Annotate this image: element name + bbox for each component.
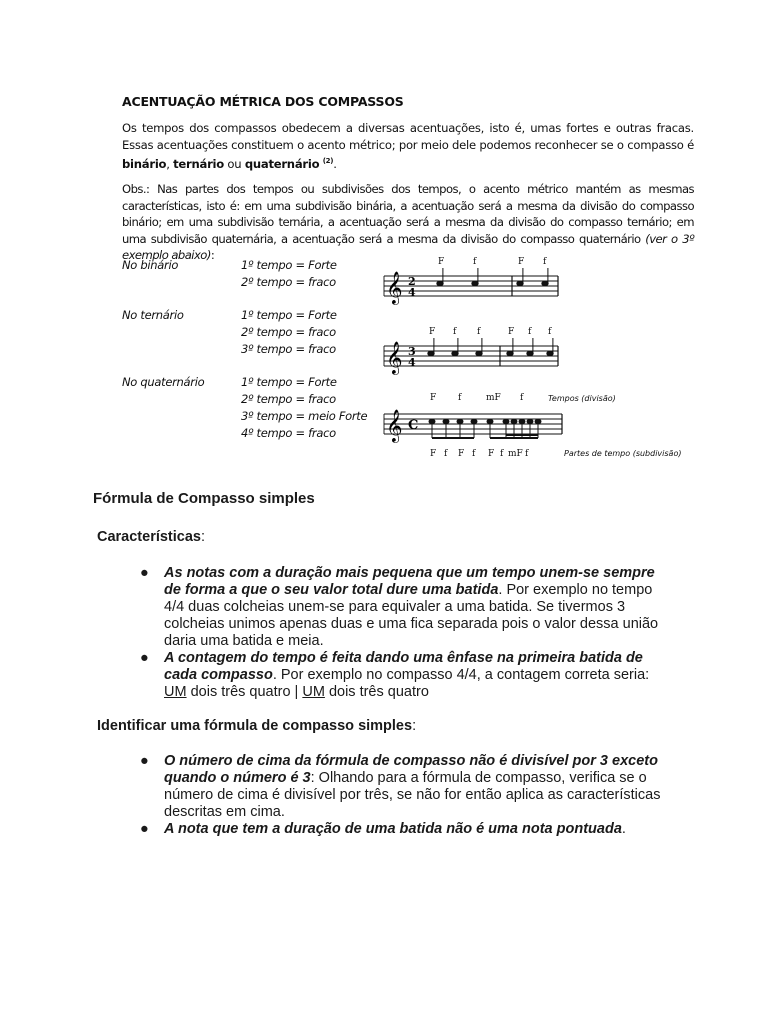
accent-mark: f (458, 393, 462, 403)
time-signature-bottom: 4 (408, 356, 416, 369)
bullet-icon: ● (140, 753, 149, 769)
list-item (140, 821, 675, 838)
accent-mark: f (548, 327, 552, 337)
accent-mark: F (518, 257, 525, 267)
quarter-note (472, 281, 478, 286)
caracteristicas-list (140, 565, 675, 701)
count-text: dois três quatro | (186, 684, 303, 700)
accent-mark: F (458, 449, 465, 459)
time-signature-bottom: 4 (408, 286, 416, 299)
list-item (140, 565, 675, 650)
treble-clef-icon: 𝄞 (386, 271, 403, 304)
beats-binario (241, 257, 337, 291)
heading-label: Identificar uma fórmula de compasso simples (97, 718, 413, 734)
time-signature-top: 3 (408, 345, 416, 358)
staff-binario (380, 252, 580, 310)
accent-mark: f (477, 327, 481, 337)
annotation-partes: Partes de tempo (subdivisão) (564, 449, 682, 458)
heading-identificar (97, 718, 416, 734)
count-text: dois três quatro (324, 684, 429, 700)
para1-sep: , (166, 156, 174, 171)
example-label-quaternario: No quaternário (122, 375, 205, 389)
para1-end: . (333, 156, 337, 171)
para1-sep: ou (224, 156, 245, 171)
item-bold: A contagem do tempo é feita dando uma ênfase na primeira batida de cada compasso (164, 650, 643, 683)
heading-label: Características (97, 529, 201, 545)
obs-end: : (210, 248, 215, 262)
treble-clef-icon: 𝄞 (386, 409, 403, 442)
count-emphasis: UM (164, 684, 187, 700)
staff-ternario (380, 322, 580, 380)
example-label-binario: No binário (122, 258, 179, 272)
annotation-tempos: Tempos (divisão) (548, 394, 616, 403)
beat-line: 4º tempo = fraco (241, 426, 336, 440)
list-item (140, 753, 675, 821)
accent-mark: mF (508, 449, 523, 459)
item-bold: As notas com a duração mais pequena que um tempo unem-se sempre de forma a que o seu valor total dure uma batida (164, 565, 655, 598)
item-bold: O número de cima da fórmula de compasso não é divisível por 3 exceto quando o número é 3 (164, 753, 658, 786)
excerpt-paragraph-1 (122, 120, 694, 172)
scanned-excerpt (110, 86, 695, 466)
obs-text: Obs.: Nas partes dos tempos ou subdivisões dos tempos, o acento métrico mantém as mesmas características, isto é: em uma subdivisão binária, a acentuação será a mesma da divisão do compasso binário; em uma subdivisão ternária, a acentuação será a mesma da divisão do compasso ternário; em uma subdivisão quaternária, a acentuação será a mesma da divisão do compasso quaternário (122, 182, 694, 246)
para1-ternario: ternário (173, 156, 224, 171)
para1-binario: binário (122, 156, 167, 171)
beat-line: 1º tempo = Forte (241, 308, 337, 322)
accent-mark: F (430, 449, 437, 459)
quarter-note (437, 281, 443, 286)
accent-mark: f (543, 257, 547, 267)
quarter-note (542, 281, 548, 286)
beats-ternario (241, 307, 337, 358)
item-text: : Olhando para a fórmula de compasso, verifica se o número de cima é divisível por três, se não for então aplica as características descritas em cima. (164, 770, 661, 820)
bullet-icon: ● (140, 565, 149, 581)
staff-quaternario (380, 392, 680, 464)
item-text: . Por exemplo no tempo 4/4 duas colcheias unem-se para equivaler a uma batida. Se tivermos 3 colcheias unimos apenas duas e uma fica separada pois o valor dessa união daria uma batida e meia. (164, 582, 659, 649)
accent-mark: F (508, 327, 515, 337)
beat-line: 2º tempo = fraco (241, 392, 336, 406)
excerpt-title: ACENTUAÇÃO MÉTRICA DOS COMPASSOS (122, 94, 404, 109)
common-time-symbol: C (408, 418, 419, 433)
accent-mark: F (429, 327, 436, 337)
obs-italic: (ver o 3º exemplo abaixo) (122, 231, 695, 262)
accent-mark: F (438, 257, 445, 267)
footnote-ref: (2) (322, 157, 334, 165)
accent-mark: F (488, 449, 495, 459)
time-signature-top: 2 (408, 275, 416, 288)
item-text: . Por exemplo no compasso 4/4, a contagem correta seria: (272, 667, 650, 683)
accent-mark: f (520, 393, 524, 403)
count-emphasis: UM (302, 684, 325, 700)
beat-line: 3º tempo = meio Forte (241, 409, 368, 423)
treble-clef-icon: 𝄞 (386, 341, 403, 374)
beat-line: 2º tempo = fraco (241, 275, 336, 289)
bullet-icon: ● (140, 821, 149, 837)
accent-mark: f (525, 449, 529, 459)
bullet-icon: ● (140, 650, 149, 666)
example-label-ternario: No ternário (122, 308, 184, 322)
beat-line: 2º tempo = fraco (241, 325, 336, 339)
para1-quaternario: quaternário (244, 156, 320, 171)
accent-mark: F (430, 393, 437, 403)
beat-line: 3º tempo = fraco (241, 342, 336, 356)
list-item (140, 650, 675, 701)
quarter-note (517, 281, 523, 286)
accent-mark: f (444, 449, 448, 459)
accent-mark: f (472, 449, 476, 459)
accent-mark: f (453, 327, 457, 337)
heading-caracteristicas (97, 529, 205, 545)
accent-mark: f (473, 257, 477, 267)
accent-mark: mF (486, 393, 501, 403)
section-title: Fórmula de Compasso simples (93, 490, 315, 507)
accent-mark: f (500, 449, 504, 459)
item-text: . (621, 821, 626, 837)
beats-quaternario (241, 374, 367, 442)
item-bold: A nota que tem a duração de uma batida não é uma nota pontuada (164, 821, 622, 837)
identificar-list (140, 753, 675, 838)
accent-mark: f (528, 327, 532, 337)
heading-colon: : (412, 718, 417, 734)
para1-text: Os tempos dos compassos obedecem a diversas acentuações, isto é, umas fortes e outras fracas. Essas acentuações constituem o acento métrico; por meio dele podemos reconhecer se o compasso é (122, 121, 694, 152)
heading-colon: : (201, 529, 206, 545)
beat-line: 1º tempo = Forte (241, 375, 337, 389)
beat-line: 1º tempo = Forte (241, 258, 337, 272)
